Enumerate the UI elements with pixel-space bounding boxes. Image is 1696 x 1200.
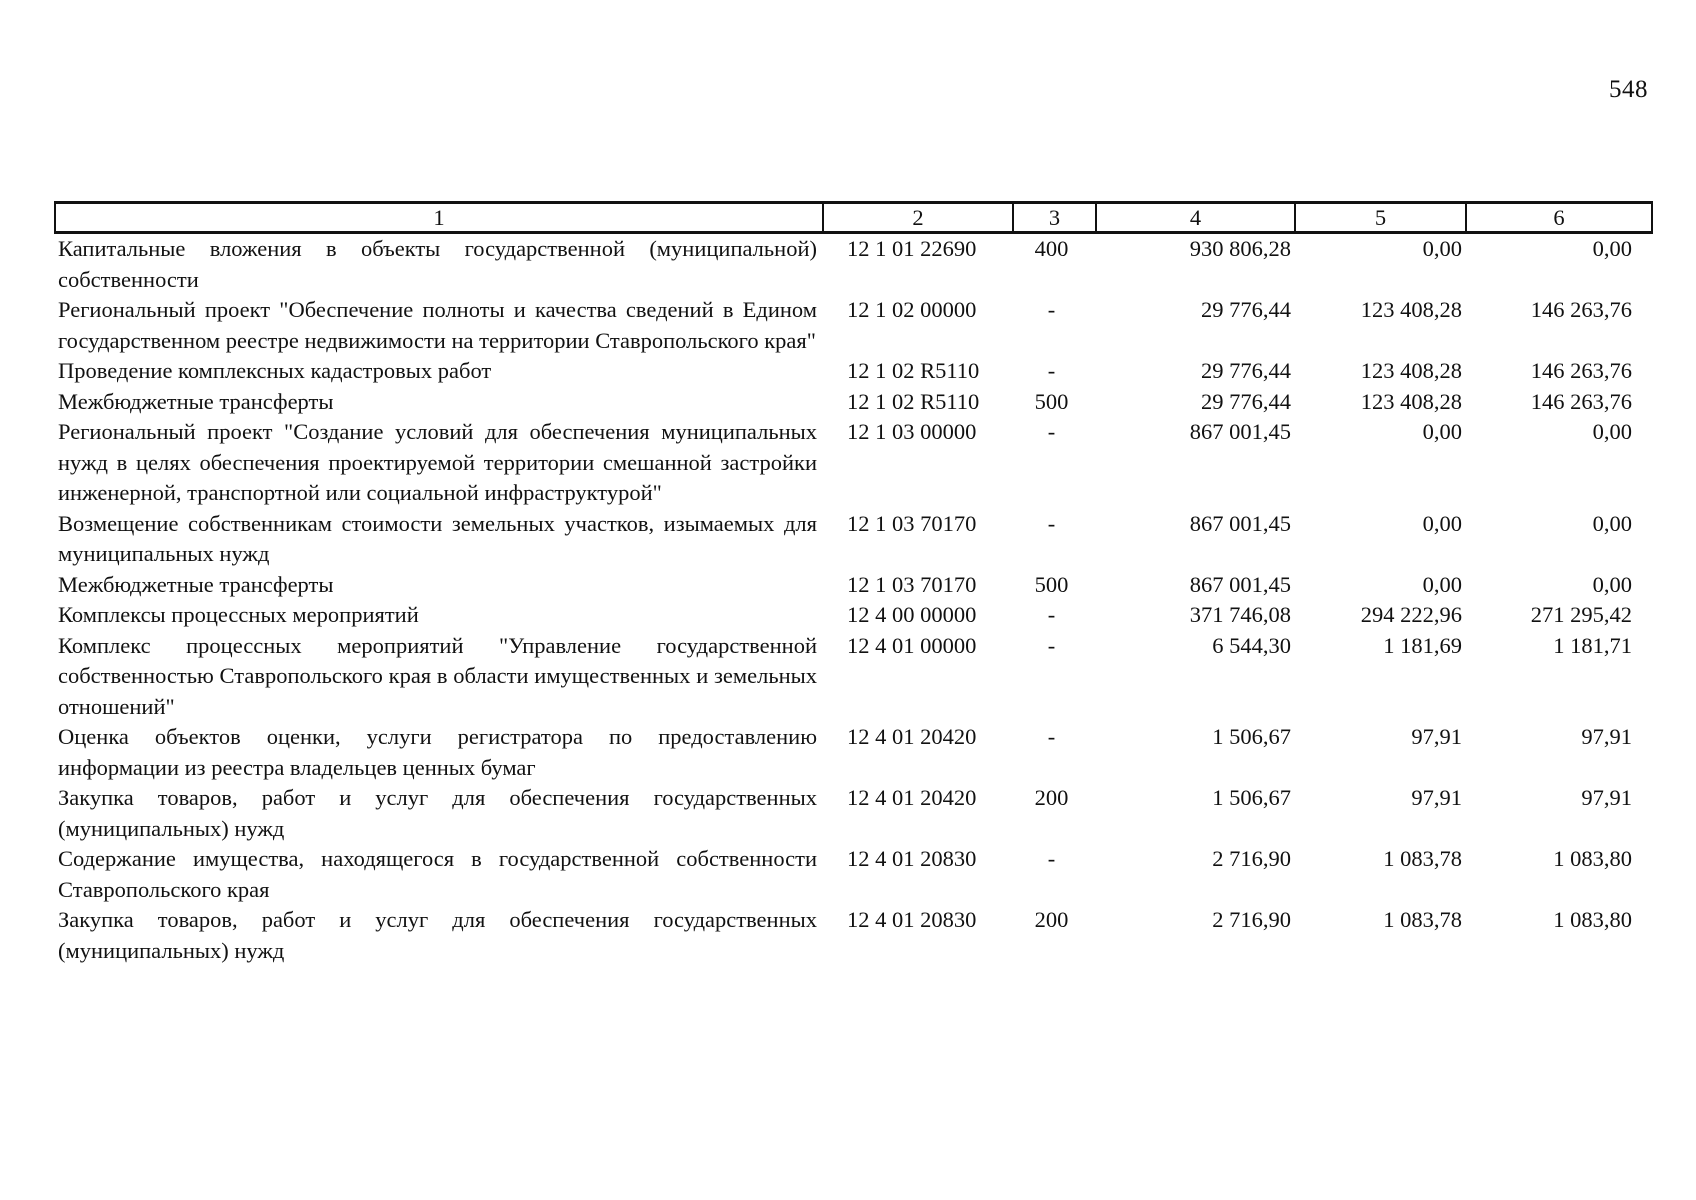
row-amount-2: 1 083,78 bbox=[1383, 846, 1462, 871]
row-amount-1: 29 776,44 bbox=[1201, 358, 1291, 383]
row-expense-type: - bbox=[1047, 602, 1056, 627]
row-amount-2: 123 408,28 bbox=[1360, 297, 1462, 322]
row-name: Региональный проект "Обеспечение полноты и качества сведений в Едином государственном реестре недвижимости на территории Ставропольского края" bbox=[58, 297, 817, 353]
column-header: 2 bbox=[823, 203, 1013, 233]
row-name: Комплекс процессных мероприятий "Управление государственной собственностью Ставропольского края в области имущественных и земельных отношений" bbox=[58, 632, 817, 719]
row-name: Региональный проект "Создание условий для обеспечения муниципальных нужд в целях обеспечения проектируемой территории смешанной застройки инженерной, транспортной или социальной инфраструктурой" bbox=[58, 419, 817, 505]
row-amount-3: 97,91 bbox=[1581, 724, 1632, 749]
row-code: 12 4 01 00000 bbox=[847, 632, 977, 658]
row-expense-type: - bbox=[1047, 632, 1056, 658]
row-expense-type: 500 bbox=[1034, 388, 1069, 414]
table-row bbox=[55, 295, 1652, 356]
row-code: 12 4 01 20830 bbox=[847, 846, 977, 871]
row-amount-3: 1 083,80 bbox=[1553, 846, 1632, 871]
column-header: 4 bbox=[1096, 203, 1295, 233]
row-code: 12 1 03 70170 bbox=[847, 510, 977, 536]
row-amount-1: 867 001,45 bbox=[1189, 510, 1291, 536]
row-amount-1: 867 001,45 bbox=[1189, 571, 1291, 597]
row-name: Комплексы процессных мероприятий bbox=[58, 602, 419, 627]
page-number: 548 bbox=[1609, 76, 1648, 103]
row-amount-1: 2 716,90 bbox=[1212, 907, 1291, 932]
row-name: Закупка товаров, работ и услуг для обеспечения государственных (муниципальных) нужд bbox=[58, 907, 817, 963]
row-amount-2: 0,00 bbox=[1422, 419, 1462, 444]
table-row bbox=[55, 905, 1652, 966]
row-name: Возмещение собственникам стоимости земельных участков, изымаемых для муниципальных нужд bbox=[58, 510, 817, 566]
row-amount-2: 0,00 bbox=[1422, 510, 1462, 536]
row-name: Межбюджетные трансферты bbox=[58, 388, 334, 414]
row-code: 12 1 03 00000 bbox=[847, 419, 977, 444]
row-amount-1: 371 746,08 bbox=[1189, 602, 1291, 627]
column-header: 1 bbox=[55, 203, 823, 233]
row-amount-3: 97,91 bbox=[1581, 785, 1632, 810]
row-expense-type: 200 bbox=[1034, 785, 1069, 810]
header-row bbox=[55, 203, 1652, 233]
row-code: 12 4 00 00000 bbox=[847, 602, 977, 627]
row-expense-type: 200 bbox=[1034, 907, 1069, 932]
row-code: 12 1 03 70170 bbox=[847, 571, 977, 597]
row-expense-type: 500 bbox=[1034, 571, 1069, 597]
row-amount-2: 1 083,78 bbox=[1383, 907, 1462, 932]
row-code: 12 4 01 20830 bbox=[847, 907, 977, 932]
row-amount-2: 294 222,96 bbox=[1360, 602, 1462, 627]
table-row bbox=[55, 233, 1652, 296]
row-name: Проведение комплексных кадастровых работ bbox=[58, 358, 492, 383]
row-name: Межбюджетные трансферты bbox=[58, 571, 334, 597]
row-expense-type: - bbox=[1047, 358, 1056, 383]
row-expense-type: 400 bbox=[1034, 236, 1069, 261]
row-amount-3: 0,00 bbox=[1592, 571, 1632, 597]
table-row bbox=[55, 722, 1652, 783]
table-row bbox=[55, 600, 1652, 631]
table-row bbox=[55, 509, 1652, 570]
row-amount-2: 0,00 bbox=[1422, 571, 1462, 597]
table-row bbox=[55, 356, 1652, 387]
row-name: Закупка товаров, работ и услуг для обеспечения государственных (муниципальных) нужд bbox=[58, 785, 817, 841]
table-row bbox=[55, 387, 1652, 418]
row-amount-1: 1 506,67 bbox=[1212, 785, 1291, 810]
row-amount-3: 271 295,42 bbox=[1530, 602, 1632, 627]
row-name: Капитальные вложения в объекты государственной (муниципальной) собственности bbox=[58, 236, 817, 292]
row-amount-1: 6 544,30 bbox=[1212, 632, 1291, 658]
row-amount-1: 2 716,90 bbox=[1212, 846, 1291, 871]
budget-table bbox=[54, 201, 1653, 966]
row-amount-3: 146 263,76 bbox=[1530, 297, 1632, 322]
row-expense-type: - bbox=[1047, 846, 1056, 871]
row-name: Содержание имущества, находящегося в государственной собственности Ставропольского края bbox=[58, 846, 817, 902]
table-row bbox=[55, 417, 1652, 509]
column-header: 5 bbox=[1295, 203, 1466, 233]
row-amount-3: 146 263,76 bbox=[1530, 358, 1632, 383]
row-amount-1: 29 776,44 bbox=[1201, 297, 1291, 322]
row-expense-type: - bbox=[1047, 724, 1056, 749]
row-code: 12 1 02 00000 bbox=[847, 297, 977, 322]
row-amount-3: 0,00 bbox=[1592, 419, 1632, 444]
row-name: Оценка объектов оценки, услуги регистратора по предоставлению информации из реестра владельцев ценных бумаг bbox=[58, 724, 817, 780]
row-code: 12 1 01 22690 bbox=[847, 236, 977, 261]
row-expense-type: - bbox=[1047, 297, 1056, 322]
row-amount-2: 123 408,28 bbox=[1360, 388, 1462, 414]
row-amount-2: 1 181,69 bbox=[1383, 632, 1462, 658]
row-expense-type: - bbox=[1047, 419, 1056, 444]
row-amount-3: 0,00 bbox=[1592, 510, 1632, 536]
row-amount-1: 867 001,45 bbox=[1189, 419, 1291, 444]
table-row bbox=[55, 844, 1652, 905]
table-row bbox=[55, 570, 1652, 601]
row-amount-2: 0,00 bbox=[1422, 236, 1462, 261]
row-amount-2: 97,91 bbox=[1411, 785, 1462, 810]
row-code: 12 1 02 R5110 bbox=[847, 358, 980, 383]
row-expense-type: - bbox=[1047, 510, 1056, 536]
table-body bbox=[55, 233, 1652, 967]
row-amount-3: 146 263,76 bbox=[1530, 388, 1632, 414]
row-amount-1: 1 506,67 bbox=[1212, 724, 1291, 749]
row-amount-2: 123 408,28 bbox=[1360, 358, 1462, 383]
row-amount-1: 29 776,44 bbox=[1201, 388, 1291, 414]
table-header bbox=[55, 203, 1652, 233]
row-amount-2: 97,91 bbox=[1411, 724, 1462, 749]
row-code: 12 4 01 20420 bbox=[847, 724, 977, 749]
row-code: 12 4 01 20420 bbox=[847, 785, 977, 810]
column-header: 3 bbox=[1013, 203, 1096, 233]
row-amount-3: 1 083,80 bbox=[1553, 907, 1632, 932]
table-row bbox=[55, 631, 1652, 723]
table-row bbox=[55, 783, 1652, 844]
row-amount-1: 930 806,28 bbox=[1189, 236, 1291, 261]
column-header: 6 bbox=[1466, 203, 1652, 233]
row-amount-3: 1 181,71 bbox=[1553, 632, 1632, 658]
row-amount-3: 0,00 bbox=[1592, 236, 1632, 261]
row-code: 12 1 02 R5110 bbox=[847, 388, 980, 414]
